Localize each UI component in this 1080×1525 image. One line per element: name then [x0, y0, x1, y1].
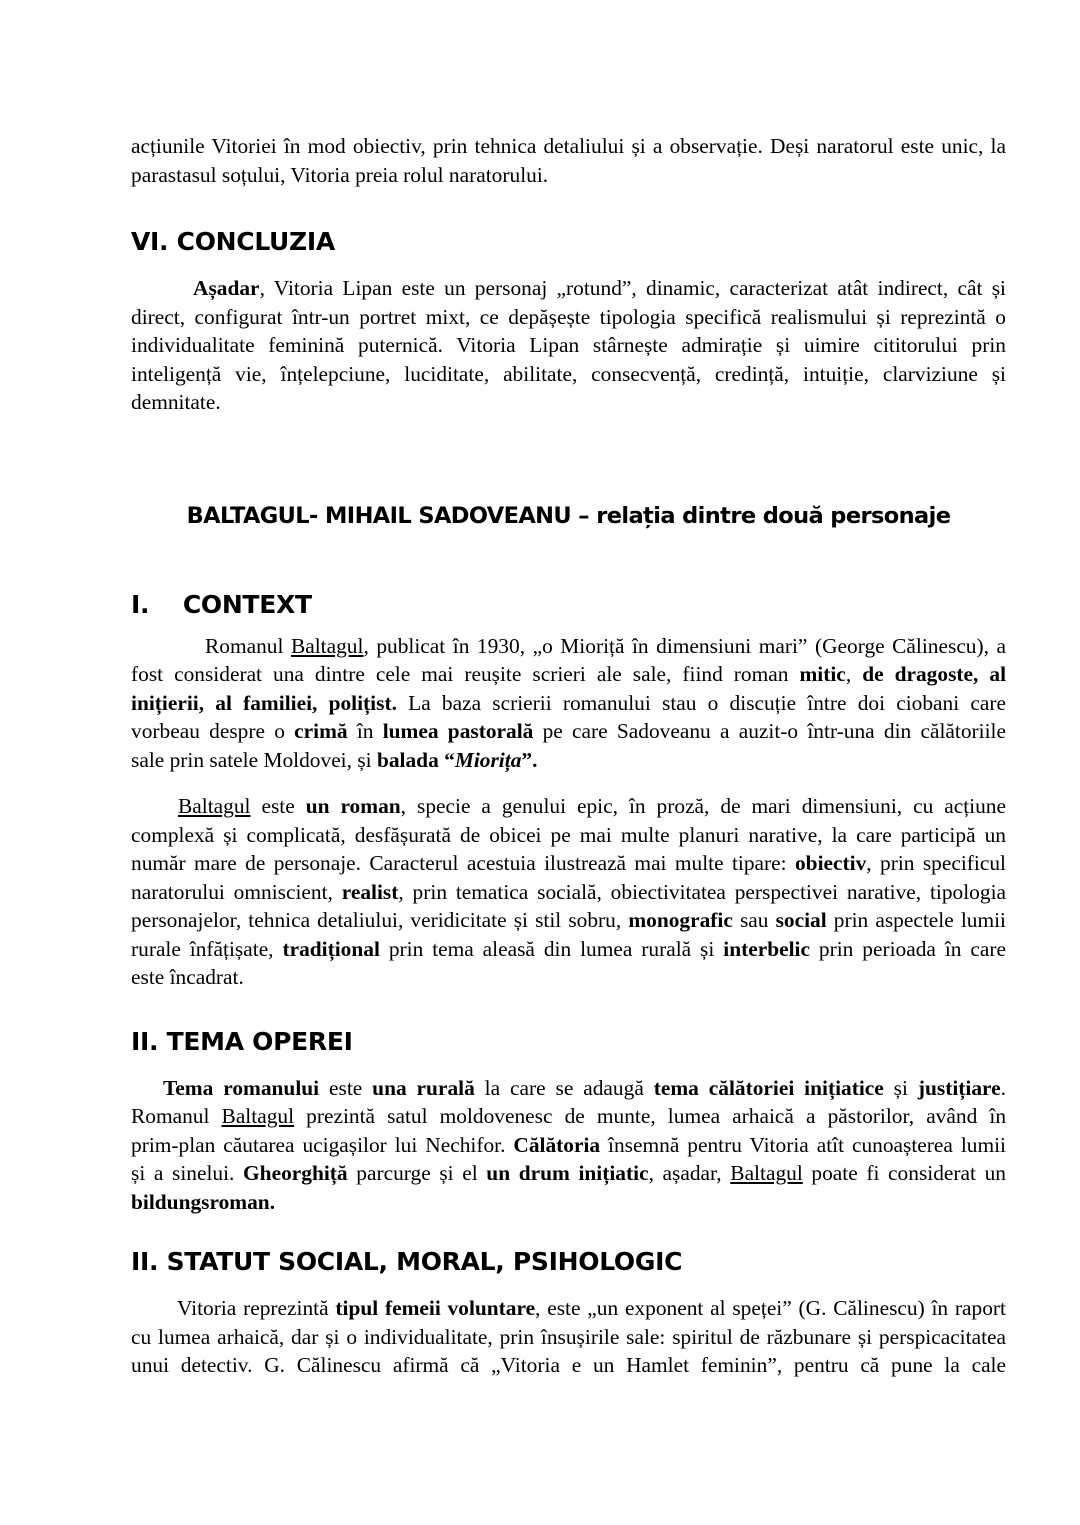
- text-line: număr mare de personaje. Caracterul acestuia ilustrează mai multe tipare: obiectiv, prin specificul: [131, 851, 1006, 875]
- text-line: bildungsroman.: [131, 1189, 276, 1214]
- heading-tema-operei: II. TEMA OPEREI: [131, 1026, 353, 1056]
- text-line: personajelor, tehnica detaliului, veridicitate și stil sobru, monografic sau social prin aspectele lumii: [131, 908, 1006, 932]
- paragraph-context-1: [131, 632, 1006, 775]
- paragraph-statut: [131, 1294, 1006, 1380]
- text-line: individualitate feminină puternică. Vitoria Lipan stârnește admirație și uimire cititorului prin: [131, 333, 1006, 357]
- essay-title: BALTAGUL- MIHAIL SADOVEANU – relația dintre două personaje: [186, 502, 951, 529]
- text-line: fost considerat una dintre cele mai reușite scrieri ale sale, fiind roman mitic, de dragoste, al: [131, 662, 1007, 686]
- paragraph-context-2: [131, 792, 1006, 992]
- text-line: cu lumea arhaică, dar și o individualitate, prin însușirile sale: spiritul de răzbunare și perspicacitatea: [131, 1324, 1006, 1349]
- text-line: Vitoria reprezintă tipul femeii voluntare, este „un exponent al speței” (G. Călinescu) în raport: [177, 1296, 1006, 1320]
- document-content: [131, 132, 1006, 1398]
- paragraph-continuation: [131, 132, 1006, 189]
- text-line: naratorului omniscient, realist, prin tematica socială, obiectivitatea perspectivei narative, tipologia: [131, 879, 1007, 904]
- paragraph-tema: [131, 1074, 1006, 1217]
- text-line: și a sinelui. Gheorghiță parcurge și el un drum inițiatic, așadar, Baltagul poate fi considerat un: [131, 1161, 1006, 1185]
- text-line: inițierii, al familiei, polițist. La baza scrierii romanului stau o discuție între doi ciobani care: [131, 690, 1006, 715]
- text-line: Romanul Baltagul prezintă satul moldovenesc de munte, lumea arhaică a păstorilor, având în: [131, 1104, 1007, 1128]
- text-line: acțiunile Vitoriei în mod obiectiv, prin tehnica detaliului și a observație. Deși naratorul este unic, la: [131, 134, 1006, 158]
- text-line: unui detectiv. G. Călinescu afirmă că „Vitoria e un Hamlet feminin”, pentru că pune la cale: [131, 1353, 1006, 1377]
- text-line: rurale înfățișate, tradițional prin tema aleasă din lumea rurală și interbelic prin perioada în care: [131, 936, 1006, 961]
- text-line: complexă și complicată, desfășurată de obicei pe mai multe planuri narative, la care participă un: [131, 822, 1006, 847]
- text-line: vorbeau despre o crimă în lumea pastorală pe care Sadoveanu a auzit-o într-una din călătoriile: [131, 719, 1006, 743]
- heading-statut: II. STATUT SOCIAL, MORAL, PSIHOLOGIC: [131, 1247, 683, 1276]
- paragraph-concluzia: [131, 274, 1006, 417]
- text-line: Tema romanului este una rurală la care se adaugă tema călătoriei inițiatice și justițiare.: [163, 1075, 1006, 1100]
- text-line: parastasul soțului, Vitoria preia rolul naratorului.: [131, 162, 549, 187]
- text-line: inteligență vie, înțelepciune, luciditate, abilitate, consecvență, credință, intuiție, clarviziune și: [131, 361, 1006, 386]
- text-line: Așadar, Vitoria Lipan este un personaj „rotund”, dinamic, caracterizat atât indirect, cât și: [193, 276, 1006, 300]
- text-line: Romanul Baltagul, publicat în 1930, „o Mioriță în dimensiuni mari” (George Călinescu), a: [205, 633, 1006, 658]
- heading-concluzia: VI. CONCLUZIA: [131, 227, 335, 256]
- text-line: demnitate.: [131, 390, 221, 414]
- text-line: prim-plan căutarea ucigașilor lui Nechifor. Călătoria însemnă pentru Vitoria atît cunoașterea lumii: [131, 1132, 1006, 1157]
- text-line: Baltagul este un roman, specie a genului epic, în proză, de mari dimensiuni, cu acțiune: [178, 794, 1006, 818]
- text-line: direct, configurat într-un portret mixt, ce depășește tipologia specifică realismului și reprezintă o: [131, 304, 1006, 329]
- text-line: sale prin satele Moldovei, și balada “Miorița”.: [131, 747, 538, 772]
- heading-context: I. CONTEXT: [131, 589, 312, 619]
- text-line: este încadrat.: [131, 965, 244, 989]
